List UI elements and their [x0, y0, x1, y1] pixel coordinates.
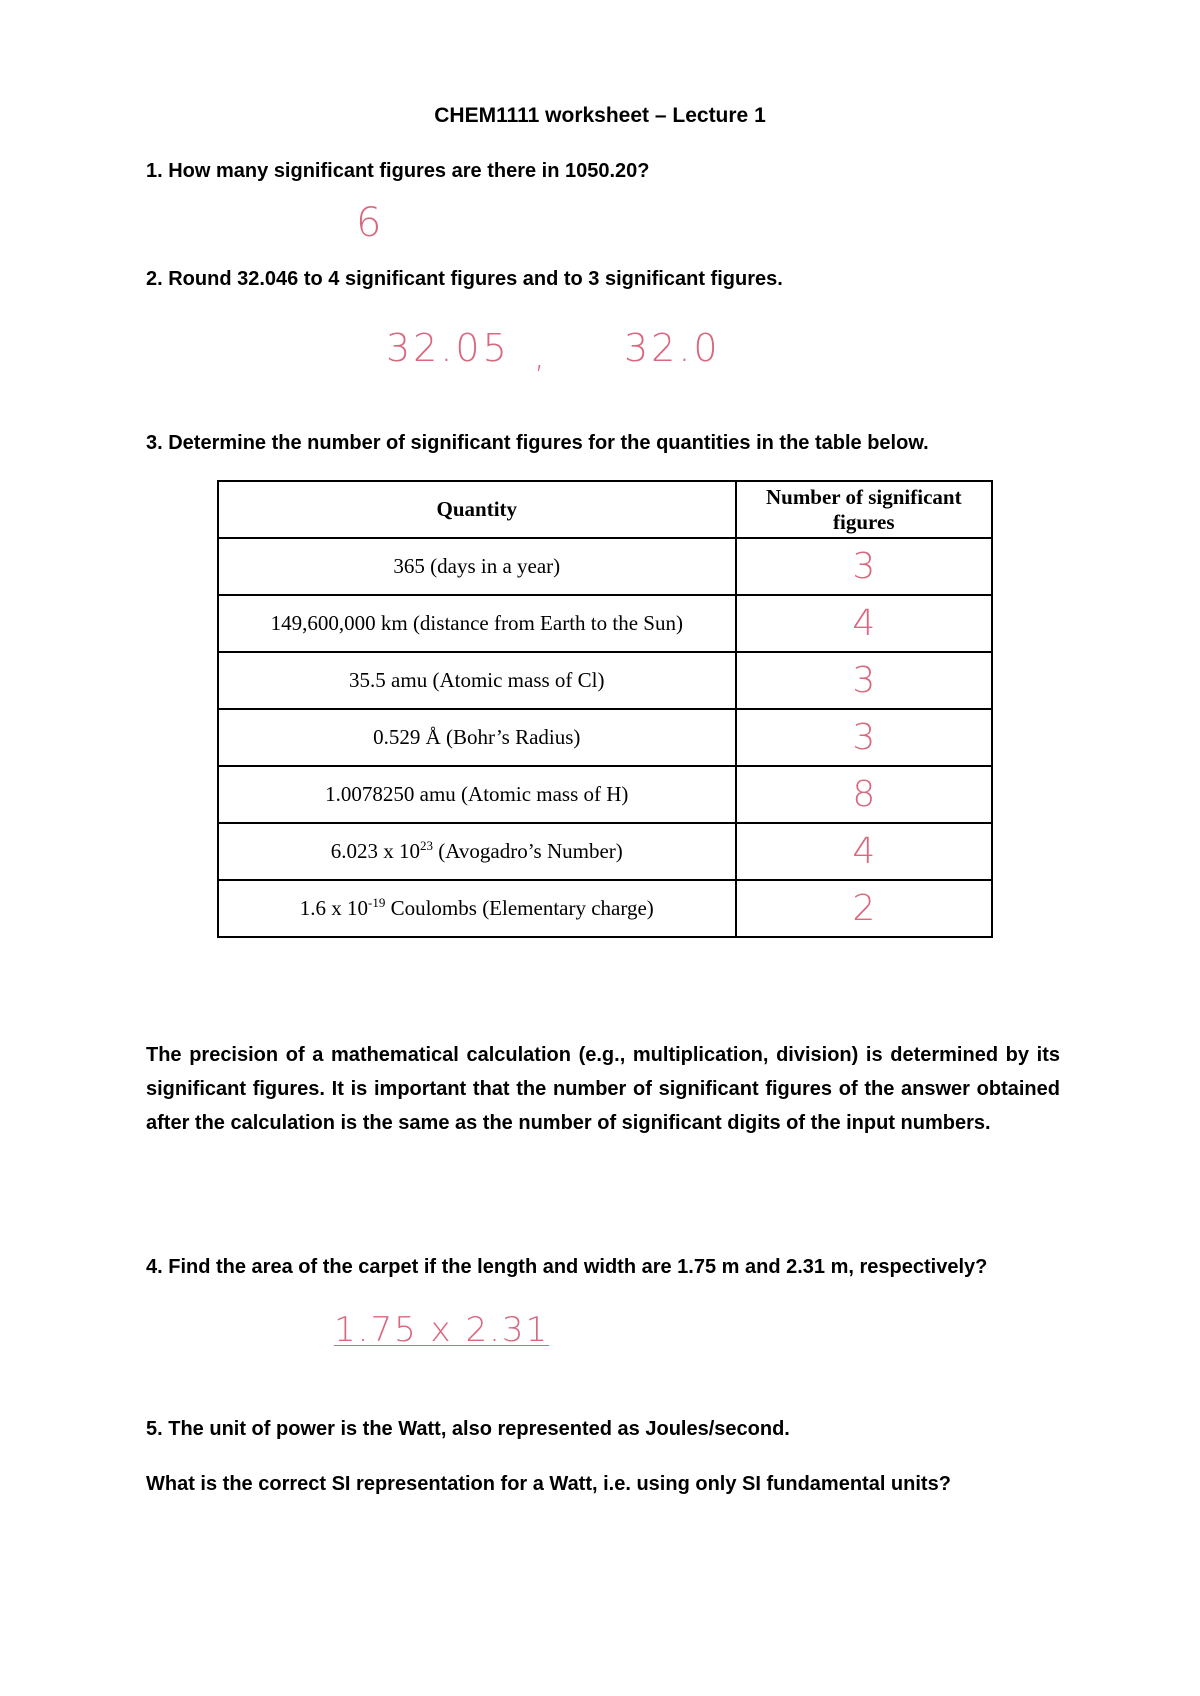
quantity-base: 6.023 x 10 — [330, 839, 421, 863]
quantity-description: Coulombs (Elementary charge) — [385, 896, 654, 920]
precision-paragraph: The precision of a mathematical calculation (e.g., multiplication, division) is determined by its significant figures. It is important that the number of significant figures of the answer obtained after the calculation is the same as the number of significant digits of the input numbers. — [146, 1044, 1060, 1134]
table-row — [218, 709, 992, 766]
quantity-base: 1.6 x 10 — [299, 896, 368, 920]
quantity-cell: 149,600,000 km (distance from Earth to the Sun) — [218, 595, 736, 652]
table-header-row — [218, 481, 992, 538]
answer-cell — [736, 766, 992, 823]
quantity-description: (Avogadro’s Number) — [433, 839, 623, 863]
answer-cell — [736, 652, 992, 709]
question-1: 1. How many significant figures are there in 1050.20? — [146, 160, 650, 182]
answer-2-separator: , — [534, 336, 545, 376]
answer-4: 1.75 x 2.31 — [334, 1310, 550, 1350]
quantity-cell: 365 (days in a year) — [218, 538, 736, 595]
quantity-cell — [218, 880, 736, 937]
header-number-of-sig-figs: Number of significant figures — [736, 481, 992, 538]
quantity-cell — [218, 823, 736, 880]
question-5: 5. The unit of power is the Watt, also represented as Joules/second. — [146, 1418, 790, 1440]
quantity-exponent: -19 — [368, 895, 386, 910]
table-row — [218, 538, 992, 595]
quantity-cell: 35.5 amu (Atomic mass of Cl) — [218, 652, 736, 709]
handwritten-answer: 3 — [852, 546, 876, 587]
table-row — [218, 652, 992, 709]
handwritten-answer: 3 — [852, 717, 876, 758]
handwritten-answer: 2 — [852, 888, 876, 929]
question-5-part-2: What is the correct SI representation for a Watt, i.e. using only SI fundamental units? — [146, 1473, 951, 1495]
table-row — [218, 823, 992, 880]
answer-2-three-sf: 32.0 — [624, 326, 721, 370]
table-row — [218, 880, 992, 937]
question-2: 2. Round 32.046 to 4 significant figures and to 3 significant figures. — [146, 268, 783, 290]
question-3: 3. Determine the number of significant figures for the quantities in the table below. — [146, 432, 929, 454]
question-4: 4. Find the area of the carpet if the length and width are 1.75 m and 2.31 m, respectively? — [146, 1256, 988, 1278]
header-quantity: Quantity — [218, 481, 736, 538]
quantity-exponent: 23 — [420, 838, 434, 853]
sig-fig-table — [217, 480, 993, 938]
quantity-cell: 0.529 Å (Bohr’s Radius) — [218, 709, 736, 766]
answer-cell — [736, 709, 992, 766]
answer-cell — [736, 538, 992, 595]
page-title: CHEM1111 worksheet – Lecture 1 — [434, 104, 766, 127]
table-row — [218, 766, 992, 823]
answer-cell — [736, 595, 992, 652]
handwritten-answer: 8 — [852, 774, 876, 815]
table-row — [218, 595, 992, 652]
answer-2-four-sf: 32.05 — [386, 326, 510, 370]
quantity-cell: 1.0078250 amu (Atomic mass of H) — [218, 766, 736, 823]
answer-cell — [736, 880, 992, 937]
handwritten-answer: 4 — [852, 603, 876, 644]
answer-cell — [736, 823, 992, 880]
answer-1: 6 — [356, 200, 382, 246]
handwritten-answer: 3 — [852, 660, 876, 701]
handwritten-answer: 4 — [852, 831, 876, 872]
